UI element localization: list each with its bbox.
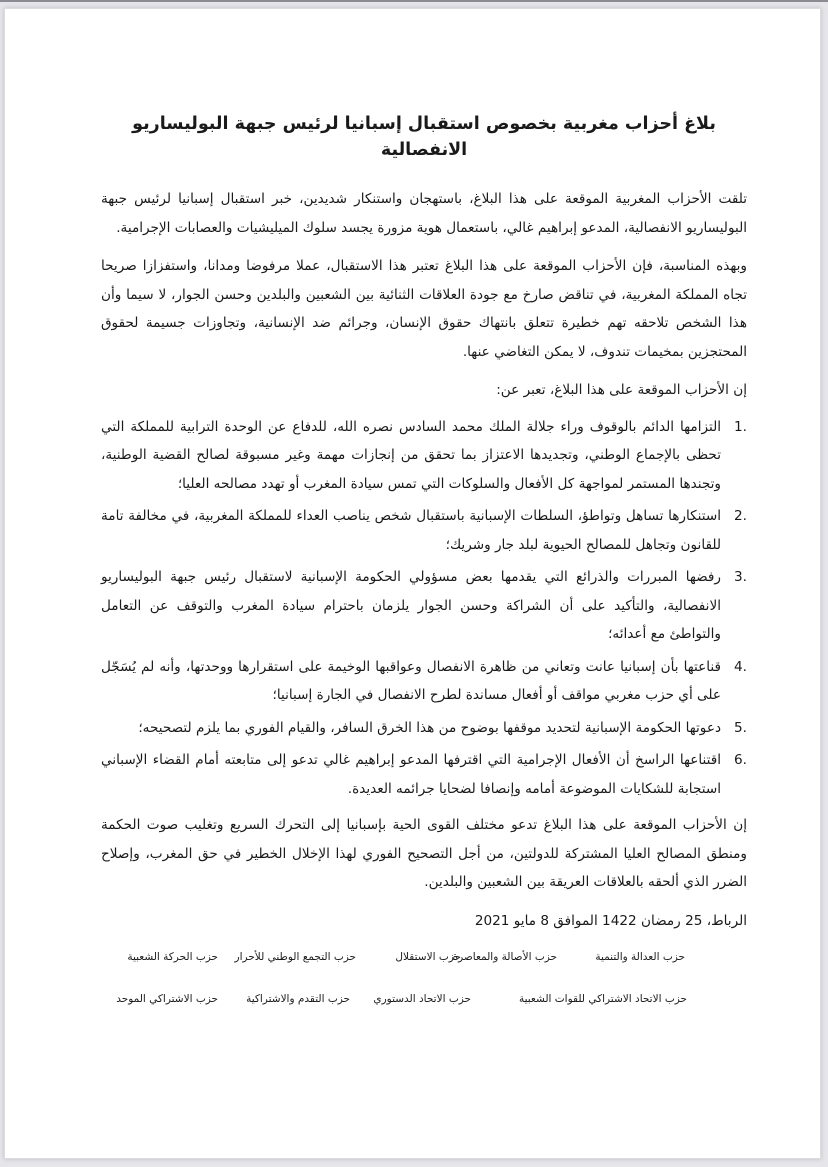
list-item bbox=[101, 563, 747, 649]
list-intro: إن الأحزاب الموقعة على هذا البلاغ، تعبر عن: bbox=[496, 382, 747, 398]
list-item bbox=[101, 714, 747, 743]
closing-paragraph: إن الأحزاب الموقعة على هذا البلاغ تدعو مختلف القوى الحية بإسبانيا إلى التحرك السريع وتغليب صوت الحكمة ومنطق المصالح العليا المشتركة للدولتين، من أجل التصحيح الفوري لهذا الإخلال الخطير في حق المغرب، وإصلاح الضرر الذي ألحقه بالعلاقات العريقة بين الشعبين والبلدين. bbox=[101, 817, 747, 890]
list-item bbox=[101, 653, 747, 710]
list-item-text: اقتناعها الراسخ أن الأفعال الإجرامية التي اقترفها المدعو إبراهيم غالي تدعو إلى متابعته أمام القضاء الإسباني استجابة للشكايات الموضوعة أمامه وإنصافا لضحايا جرائمه العديدة. bbox=[101, 752, 721, 797]
signatory: حزب الاستقلال bbox=[395, 950, 461, 963]
list-item-number: 3. bbox=[734, 569, 747, 585]
document-body bbox=[101, 111, 747, 1035]
document-title: بلاغ أحزاب مغربية بخصوص استقبال إسبانيا لرئيس جبهة البوليساريو الانفصالية bbox=[132, 114, 716, 160]
signatories-row-1 bbox=[101, 951, 747, 993]
signatory: حزب الاشتراكي الموحد bbox=[116, 992, 218, 1005]
list-item-number: 5. bbox=[734, 719, 747, 736]
list-item-number: 2. bbox=[734, 508, 747, 524]
date-line: الرباط، 25 رمضان 1422 الموافق 8 مايو 2021 bbox=[474, 912, 747, 929]
signatories-row-2 bbox=[101, 993, 747, 1035]
list-item-text: قناعتها بأن إسبانيا عانت وتعاني من ظاهرة الانفصال وعواقبها الوخيمة على استقرارها ووحدتها، وأنه لم يُسَجّل على أي حزب مغربي مواقف أو أفعال مساندة لطرح الانفصال في الجارة إسبانيا؛ bbox=[101, 658, 721, 703]
list-item bbox=[101, 746, 747, 803]
signatory: حزب التقدم والاشتراكية bbox=[246, 992, 350, 1005]
document-page bbox=[4, 8, 821, 1159]
positions-list bbox=[101, 413, 747, 804]
signatory: حزب التجمع الوطني للأحرار bbox=[234, 950, 356, 963]
list-item-number: 1. bbox=[734, 418, 747, 435]
list-item-text: رفضها المبررات والذرائع التي يقدمها بعض مسؤولي الحكومة الإسبانية لاستقبال رئيس جبهة البوليساريو الانفصالية، والتأكيد على أن الشراكة وحسن الجوار يلزمان باحترام سيادة المغرب والتوقف عن التعامل والتواطئ مع أعدائه؛ bbox=[101, 569, 721, 642]
signatory: حزب الأصالة والمعاصرة bbox=[452, 950, 557, 963]
list-item bbox=[101, 502, 747, 559]
signatory: حزب الاتحاد الدستوري bbox=[373, 992, 471, 1005]
signatory: حزب الحركة الشعبية bbox=[127, 950, 218, 963]
list-item bbox=[101, 413, 747, 499]
window-top-edge bbox=[0, 0, 828, 2]
list-item-number: 4. bbox=[734, 658, 747, 675]
signatory: حزب العدالة والتنمية bbox=[595, 950, 685, 963]
paragraph-1: تلقت الأحزاب المغربية الموقعة على هذا البلاغ، باستهجان واستنكار شديدين، خبر استقبال إسبانيا لرئيس جبهة البوليساريو الانفصالية، المدعو إبراهيم غالي، باستعمال هوية مزورة يجسد سلوك الميليشيات والعصابات الإجرامية. bbox=[101, 191, 747, 236]
list-item-text: استنكارها تساهل وتواطؤ، السلطات الإسبانية باستقبال شخص يناصب العداء للمملكة المغربية، في مخالفة تامة للقانون وتجاهل للمصالح الحيوية لبلد جار وشريك؛ bbox=[101, 508, 721, 553]
signatory: حزب الاتحاد الاشتراكي للقوات الشعبية bbox=[518, 992, 687, 1005]
list-item-text: دعوتها الحكومة الإسبانية لتحديد موقفها بوضوح من هذا الخرق السافر، والقيام الفوري بما يلزم لتصحيحه؛ bbox=[138, 719, 721, 736]
paragraph-2: وبهذه المناسبة، فإن الأحزاب الموقعة على هذا البلاغ تعتبر هذا الاستقبال، عملا مرفوضا ومدانا، واستفزازا صريحا تجاه المملكة المغربية، في تناقض صارخ مع جودة العلاقات الثنائية بين الشعبين والبلدين وحسن الجوار، لا سيما وأن هذا الشخص تلاحقه تهم خطيرة تتعلق بانتهاك حقوق الإنسان، وجرائم ضد الإنسانية، وتجاوزات جسيمة لحقوق المحتجزين بمخيمات تندوف، لا يمكن التغاضي عنها. bbox=[101, 258, 747, 360]
list-item-text: التزامها الدائم بالوقوف وراء جلالة الملك محمد السادس نصره الله، للدفاع عن الوحدة الترابية للمملكة التي تحظى بالإجماع الوطني، وتجديدها الاعتزاز بما تحقق من إنجازات مهمة وغير مسبوقة لصالح القضية الوطنية، وتجندها المستمر لمواجهة كل الأفعال والسلوكات التي تمس سيادة المغرب أو تهدد مصالحه العليا؛ bbox=[101, 418, 721, 492]
list-item-number: 6. bbox=[734, 752, 747, 768]
